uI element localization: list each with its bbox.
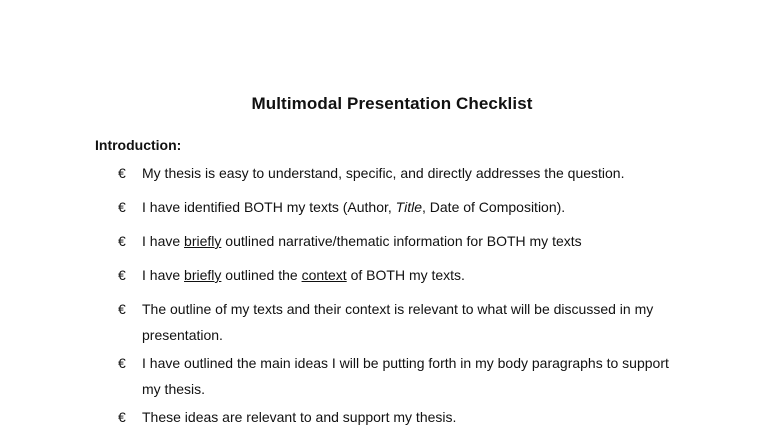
checkbox-bullet-icon: € (118, 409, 126, 425)
underlined-word: briefly (184, 267, 222, 283)
checklist-item-text-line1: I have outlined the main ideas I will be putting forth in my body paragraphs to support (142, 355, 669, 371)
checklist-item-text: I have identified BOTH my texts (Author, Title, Date of Composition). (142, 199, 566, 215)
checkbox-bullet-icon: € (118, 165, 126, 181)
checklist-item-text: I have briefly outlined the context of BOTH my texts. (142, 267, 465, 283)
underlined-word: briefly (184, 233, 222, 249)
italic-title-word: Title (395, 199, 422, 215)
document-title: Multimodal Presentation Checklist (251, 94, 533, 113)
checklist-item-text-line2: presentation. (142, 327, 223, 343)
section-heading-introduction: Introduction: (95, 137, 182, 153)
checklist-item-text-line2: my thesis. (142, 381, 206, 397)
checklist-item-text-line1: The outline of my texts and their context is relevant to what will be discussed in my (142, 301, 654, 317)
checkbox-bullet-icon: € (118, 233, 126, 249)
checkbox-bullet-icon: € (118, 301, 126, 317)
checklist-item-text: My thesis is easy to understand, specific, and directly addresses the question. (142, 165, 625, 181)
checkbox-bullet-icon: € (118, 267, 126, 283)
checkbox-bullet-icon: € (118, 355, 126, 371)
checklist-item-text: I have briefly outlined narrative/thematic information for BOTH my texts (142, 233, 582, 249)
underlined-word: context (301, 267, 347, 283)
checklist-item-text: These ideas are relevant to and support my thesis. (142, 409, 457, 425)
checkbox-bullet-icon: € (118, 199, 126, 215)
